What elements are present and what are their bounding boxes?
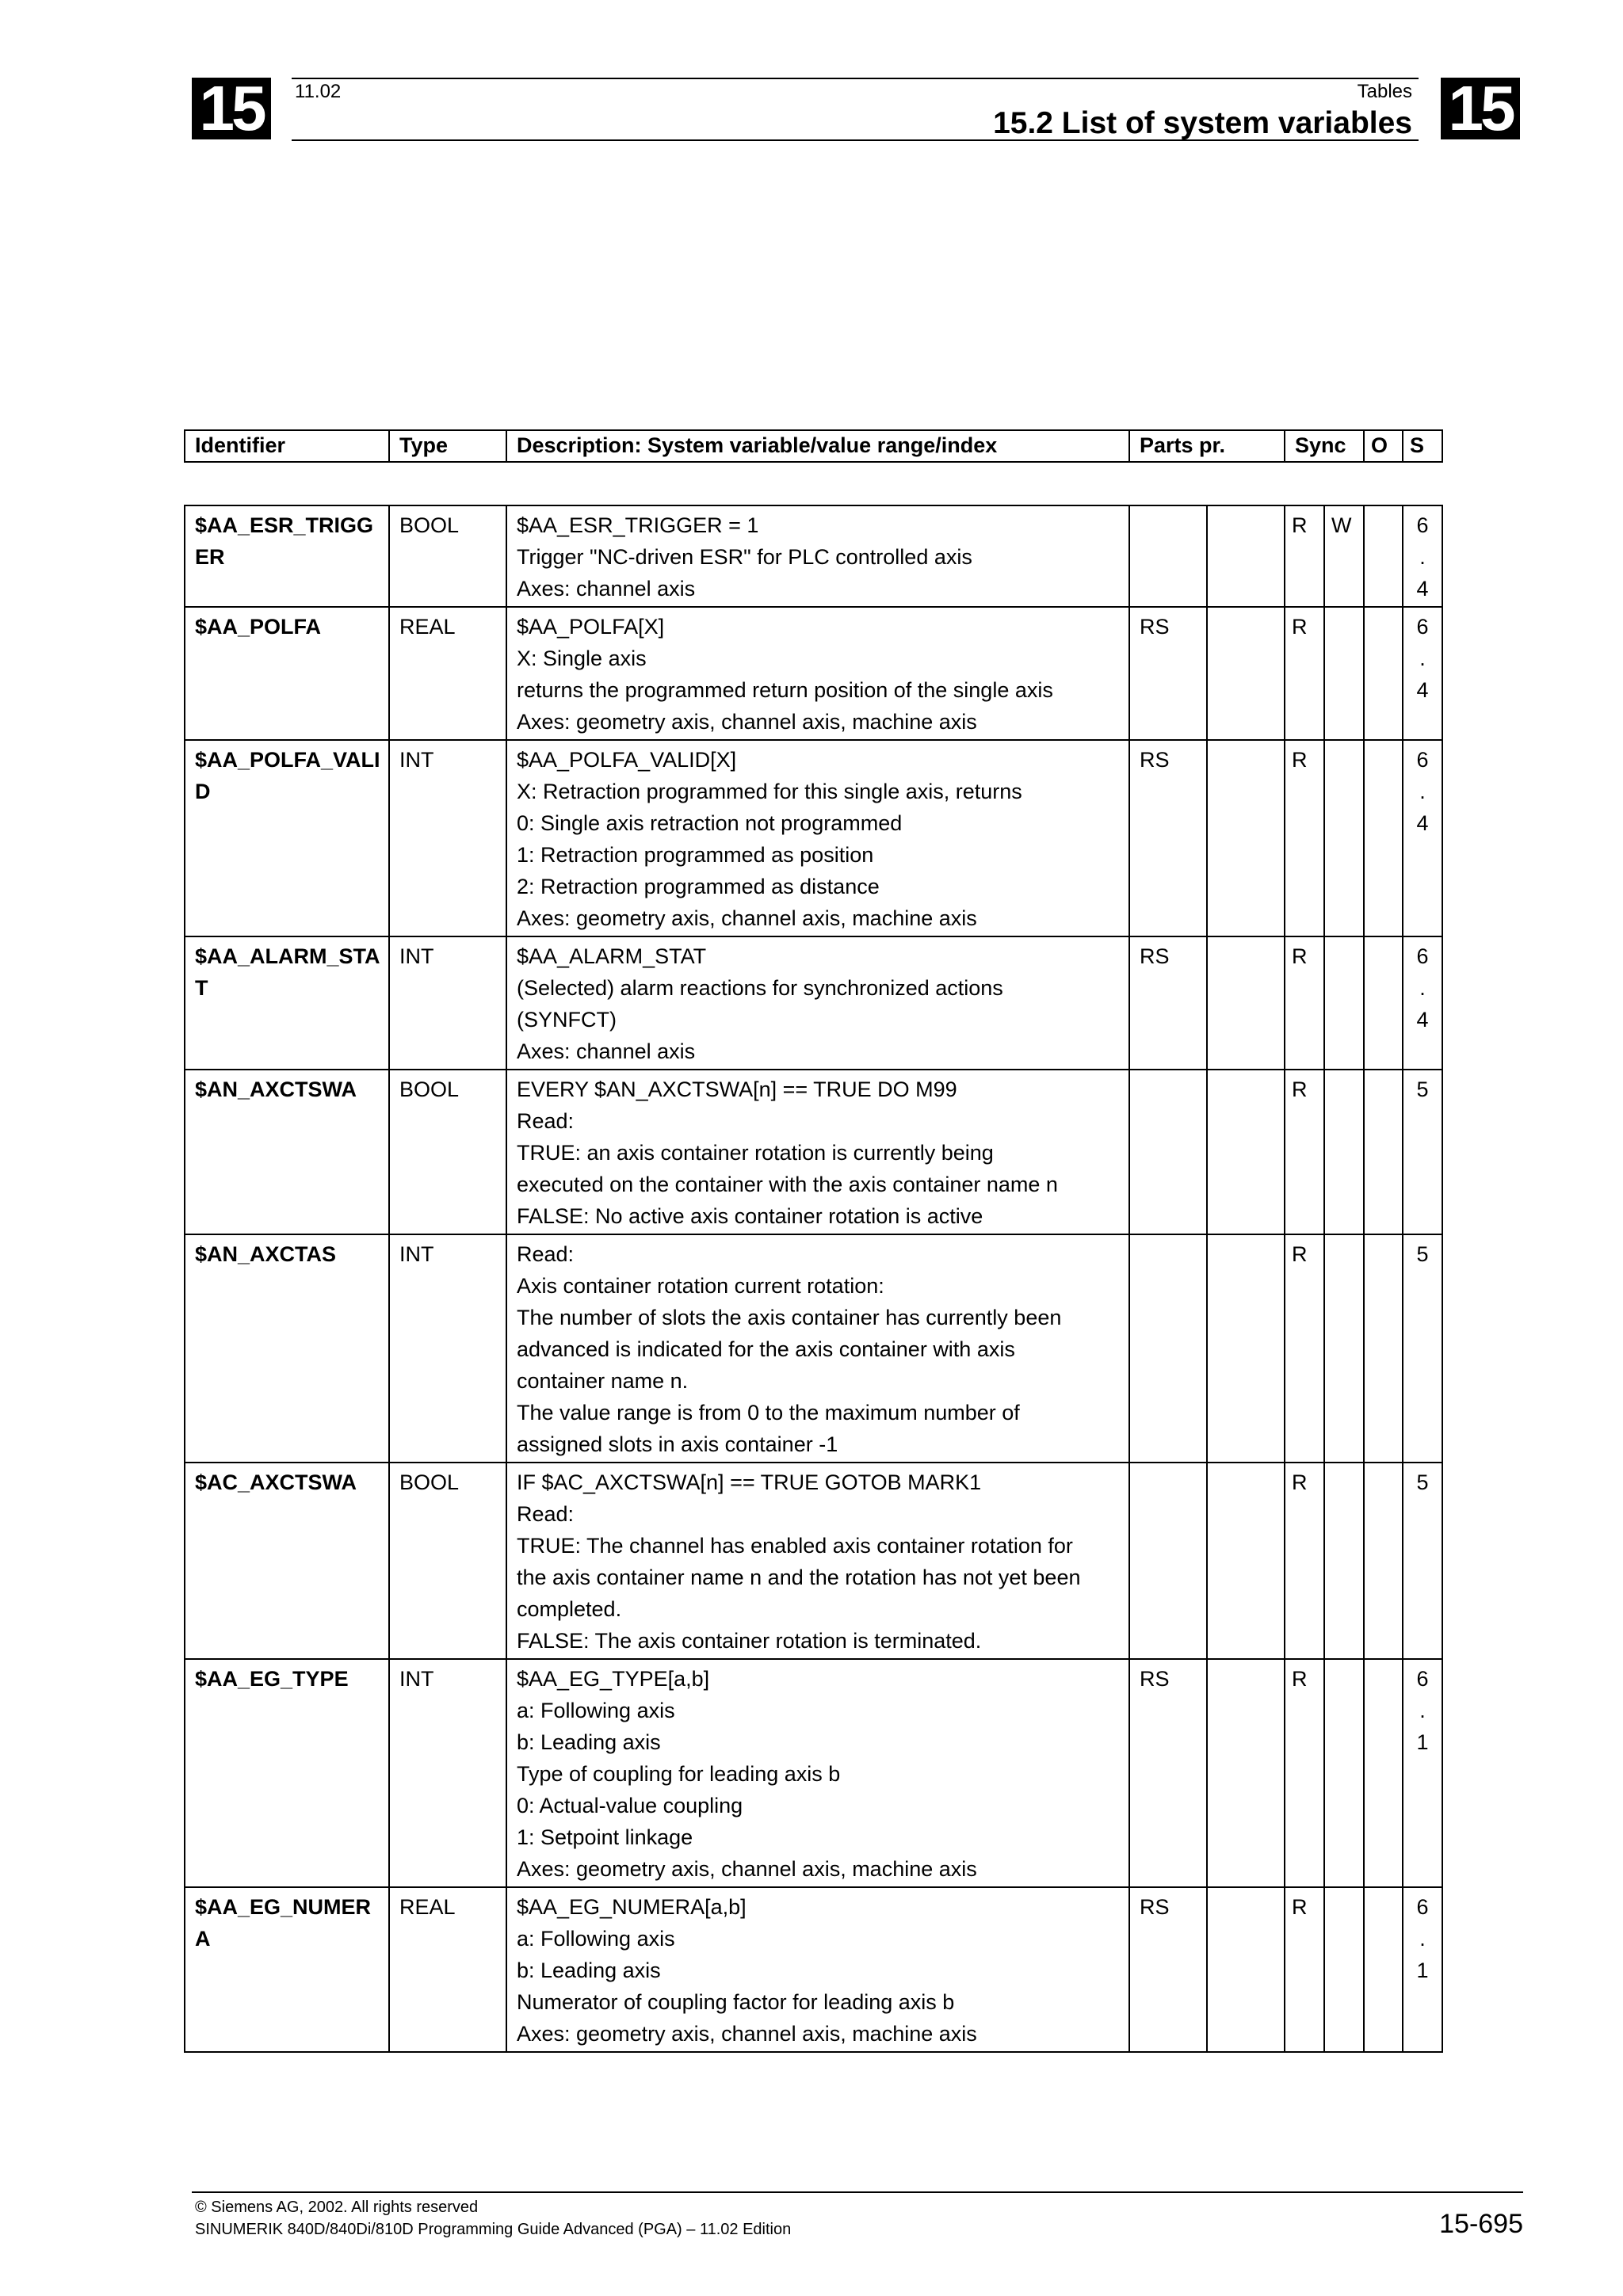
sync-write-cell	[1324, 607, 1364, 740]
header-date: 11.02	[295, 81, 342, 102]
chapter-number-badge-right: 15	[1441, 78, 1520, 139]
description-line: X: Single axis	[517, 646, 647, 670]
s-value: 6	[1416, 748, 1429, 772]
column-header: S	[1403, 430, 1442, 462]
sync-read-cell: R	[1285, 1887, 1324, 2052]
parts-pr-cell: RS	[1129, 1887, 1207, 2052]
identifier-cell: $AA_POLFA	[185, 607, 389, 740]
type-cell: REAL	[389, 1887, 506, 2052]
s-value: 1	[1416, 1958, 1429, 1982]
s-value: .	[1419, 976, 1426, 1000]
o-cell	[1364, 607, 1403, 740]
s-value: .	[1419, 1927, 1426, 1951]
s-value: 6	[1416, 615, 1429, 639]
description-line: The number of slots the axis container has currently been	[517, 1306, 1062, 1329]
column-header: Parts pr.	[1129, 430, 1285, 462]
parts-pr-extra-cell	[1207, 505, 1285, 607]
s-value: .	[1419, 646, 1426, 670]
o-cell	[1364, 936, 1403, 1070]
description-cell	[506, 607, 1129, 740]
description-line: Axes: channel axis	[517, 1039, 696, 1063]
type-cell: BOOL	[389, 505, 506, 607]
column-header: Identifier	[185, 430, 389, 462]
description-line: Trigger "NC-driven ESR" for PLC controlled axis	[517, 545, 972, 569]
o-cell	[1364, 1463, 1403, 1659]
parts-pr-cell: RS	[1129, 740, 1207, 936]
header-rule-top	[292, 78, 1419, 79]
identifier-cell: $AA_EG_NUMERA	[185, 1887, 389, 2052]
description-line: Axes: geometry axis, channel axis, machine axis	[517, 2022, 977, 2046]
description-line: X: Retraction programmed for this single axis, returns	[517, 780, 1022, 803]
description-line: (Selected) alarm reactions for synchronized actions	[517, 976, 1003, 1000]
parts-pr-extra-cell	[1207, 607, 1285, 740]
description-line: 1: Setpoint linkage	[517, 1825, 693, 1849]
type-cell: INT	[389, 740, 506, 936]
description-line: $AA_ESR_TRIGGER = 1	[517, 513, 759, 537]
o-cell	[1364, 1659, 1403, 1887]
s-cell	[1403, 607, 1442, 740]
s-value: .	[1419, 1699, 1426, 1722]
description-line: FALSE: The axis container rotation is terminated.	[517, 1629, 982, 1653]
description-line: $AA_POLFA_VALID[X]	[517, 748, 737, 772]
description-line: Numerator of coupling factor for leading axis b	[517, 1990, 955, 2014]
type-cell: BOOL	[389, 1463, 506, 1659]
header-section: Tables	[1357, 81, 1412, 102]
description-line: 1: Retraction programmed as position	[517, 843, 874, 867]
column-header: O	[1364, 430, 1403, 462]
table-row	[185, 1463, 1442, 1659]
s-value: 4	[1416, 811, 1429, 835]
s-cell	[1403, 1463, 1442, 1659]
description-line: 0: Actual-value coupling	[517, 1794, 743, 1817]
footer-copyright: © Siemens AG, 2002. All rights reserved	[195, 2199, 479, 2216]
parts-pr-cell: RS	[1129, 607, 1207, 740]
sync-write-cell	[1324, 1887, 1364, 2052]
description-line: $AA_POLFA[X]	[517, 615, 665, 639]
identifier-cell: $AN_AXCTSWA	[185, 1070, 389, 1234]
footer-edition: SINUMERIK 840D/840Di/810D Programming Guide Advanced (PGA) – 11.02 Edition	[195, 2221, 792, 2238]
table-row	[185, 1070, 1442, 1234]
s-value: 6	[1416, 513, 1429, 537]
identifier-cell: $AC_AXCTSWA	[185, 1463, 389, 1659]
page-number: 15-695	[1439, 2209, 1523, 2239]
parts-pr-extra-cell	[1207, 1659, 1285, 1887]
parts-pr-extra-cell	[1207, 1463, 1285, 1659]
type-cell: BOOL	[389, 1070, 506, 1234]
sync-read-cell: R	[1285, 607, 1324, 740]
s-value: 4	[1416, 1008, 1429, 1032]
identifier-cell: $AA_ALARM_STAT	[185, 936, 389, 1070]
page-title: 15.2 List of system variables	[993, 106, 1412, 140]
description-cell	[506, 1234, 1129, 1463]
s-value: 6	[1416, 1667, 1429, 1691]
column-header: Sync	[1285, 430, 1364, 462]
s-value: .	[1419, 780, 1426, 803]
table-row	[185, 936, 1442, 1070]
s-cell	[1403, 1887, 1442, 2052]
type-cell: INT	[389, 936, 506, 1070]
sync-read-cell: R	[1285, 740, 1324, 936]
description-line: FALSE: No active axis container rotation is active	[517, 1204, 983, 1228]
s-value: 4	[1416, 577, 1429, 601]
description-cell	[506, 1659, 1129, 1887]
s-value: 6	[1416, 1895, 1429, 1919]
s-cell	[1403, 936, 1442, 1070]
s-value: 4	[1416, 678, 1429, 702]
description-cell	[506, 505, 1129, 607]
description-line: assigned slots in axis container -1	[517, 1432, 838, 1456]
o-cell	[1364, 1070, 1403, 1234]
table-row	[185, 740, 1442, 936]
parts-pr-cell	[1129, 1463, 1207, 1659]
description-line: completed.	[517, 1597, 622, 1621]
s-value: 5	[1416, 1470, 1429, 1494]
s-cell	[1403, 505, 1442, 607]
parts-pr-cell: RS	[1129, 1659, 1207, 1887]
type-cell: INT	[389, 1659, 506, 1887]
description-line: TRUE: an axis container rotation is currently being	[517, 1141, 994, 1165]
header-rule-bottom	[292, 139, 1419, 141]
description-cell	[506, 1463, 1129, 1659]
description-line: container name n.	[517, 1369, 689, 1393]
o-cell	[1364, 740, 1403, 936]
s-value: 5	[1416, 1242, 1429, 1266]
description-line: Axis container rotation current rotation:	[517, 1274, 884, 1298]
identifier-cell: $AN_AXCTAS	[185, 1234, 389, 1463]
parts-pr-extra-cell	[1207, 740, 1285, 936]
description-line: Axes: geometry axis, channel axis, machine axis	[517, 1857, 977, 1881]
identifier-cell: $AA_ESR_TRIGGER	[185, 505, 389, 607]
description-line: 2: Retraction programmed as distance	[517, 875, 880, 898]
description-line: Axes: channel axis	[517, 577, 696, 601]
sync-read-cell: R	[1285, 1463, 1324, 1659]
footer-rule	[192, 2191, 1523, 2193]
o-cell	[1364, 1887, 1403, 2052]
description-line: returns the programmed return position of the single axis	[517, 678, 1053, 702]
description-line: Axes: geometry axis, channel axis, machine axis	[517, 710, 977, 734]
description-line: TRUE: The channel has enabled axis container rotation for	[517, 1534, 1073, 1558]
description-line: Read:	[517, 1109, 575, 1133]
description-line: (SYNFCT)	[517, 1008, 617, 1032]
identifier-cell: $AA_EG_TYPE	[185, 1659, 389, 1887]
sync-write-cell	[1324, 1463, 1364, 1659]
column-header-table	[184, 429, 1443, 463]
identifier-cell: $AA_POLFA_VALID	[185, 740, 389, 936]
s-value: .	[1419, 545, 1426, 569]
description-line: a: Following axis	[517, 1927, 675, 1951]
s-cell	[1403, 1234, 1442, 1463]
description-line: Axes: geometry axis, channel axis, machine axis	[517, 906, 977, 930]
table-row	[185, 1659, 1442, 1887]
s-value: 5	[1416, 1077, 1429, 1101]
sync-read-cell: R	[1285, 936, 1324, 1070]
sync-read-cell: R	[1285, 1070, 1324, 1234]
column-header-row	[185, 430, 1442, 462]
description-line: b: Leading axis	[517, 1730, 661, 1754]
sync-write-cell	[1324, 1659, 1364, 1887]
type-cell: REAL	[389, 607, 506, 740]
description-line: the axis container name n and the rotation has not yet been	[517, 1566, 1081, 1589]
description-line: EVERY $AN_AXCTSWA[n] == TRUE DO M99	[517, 1077, 957, 1101]
o-cell	[1364, 1234, 1403, 1463]
sync-write-cell	[1324, 936, 1364, 1070]
sync-read-cell: R	[1285, 505, 1324, 607]
sync-read-cell: R	[1285, 1659, 1324, 1887]
description-line: a: Following axis	[517, 1699, 675, 1722]
description-line: $AA_EG_TYPE[a,b]	[517, 1667, 710, 1691]
description-line: $AA_ALARM_STAT	[517, 944, 707, 968]
description-line: b: Leading axis	[517, 1958, 661, 1982]
sync-write-cell	[1324, 1234, 1364, 1463]
s-cell	[1403, 1659, 1442, 1887]
sync-write-cell	[1324, 740, 1364, 936]
sync-write-cell: W	[1324, 505, 1364, 607]
description-line: executed on the container with the axis container name n	[517, 1173, 1058, 1196]
parts-pr-cell	[1129, 1234, 1207, 1463]
description-line: Type of coupling for leading axis b	[517, 1762, 841, 1786]
description-line: Read:	[517, 1502, 575, 1526]
system-variables-table	[184, 505, 1443, 2053]
parts-pr-cell	[1129, 1070, 1207, 1234]
s-cell	[1403, 740, 1442, 936]
parts-pr-cell: RS	[1129, 936, 1207, 1070]
type-cell: INT	[389, 1234, 506, 1463]
table-row	[185, 505, 1442, 607]
table-row	[185, 1887, 1442, 2052]
parts-pr-cell	[1129, 505, 1207, 607]
sync-write-cell	[1324, 1070, 1364, 1234]
table-row	[185, 607, 1442, 740]
parts-pr-extra-cell	[1207, 1070, 1285, 1234]
s-value: 6	[1416, 944, 1429, 968]
o-cell	[1364, 505, 1403, 607]
description-cell	[506, 1887, 1129, 2052]
description-line: advanced is indicated for the axis container with axis	[517, 1337, 1015, 1361]
chapter-number-badge-left: 15	[192, 78, 271, 139]
description-line: The value range is from 0 to the maximum number of	[517, 1401, 1020, 1425]
column-header: Type	[389, 430, 506, 462]
description-line: IF $AC_AXCTSWA[n] == TRUE GOTOB MARK1	[517, 1470, 982, 1494]
parts-pr-extra-cell	[1207, 1234, 1285, 1463]
description-line: 0: Single axis retraction not programmed	[517, 811, 903, 835]
description-line: $AA_EG_NUMERA[a,b]	[517, 1895, 747, 1919]
parts-pr-extra-cell	[1207, 936, 1285, 1070]
s-value: 1	[1416, 1730, 1429, 1754]
table-row	[185, 1234, 1442, 1463]
description-cell	[506, 936, 1129, 1070]
column-header: Description: System variable/value range/index	[506, 430, 1129, 462]
description-cell	[506, 1070, 1129, 1234]
description-cell	[506, 740, 1129, 936]
parts-pr-extra-cell	[1207, 1887, 1285, 2052]
s-cell	[1403, 1070, 1442, 1234]
sync-read-cell: R	[1285, 1234, 1324, 1463]
description-line: Read:	[517, 1242, 575, 1266]
